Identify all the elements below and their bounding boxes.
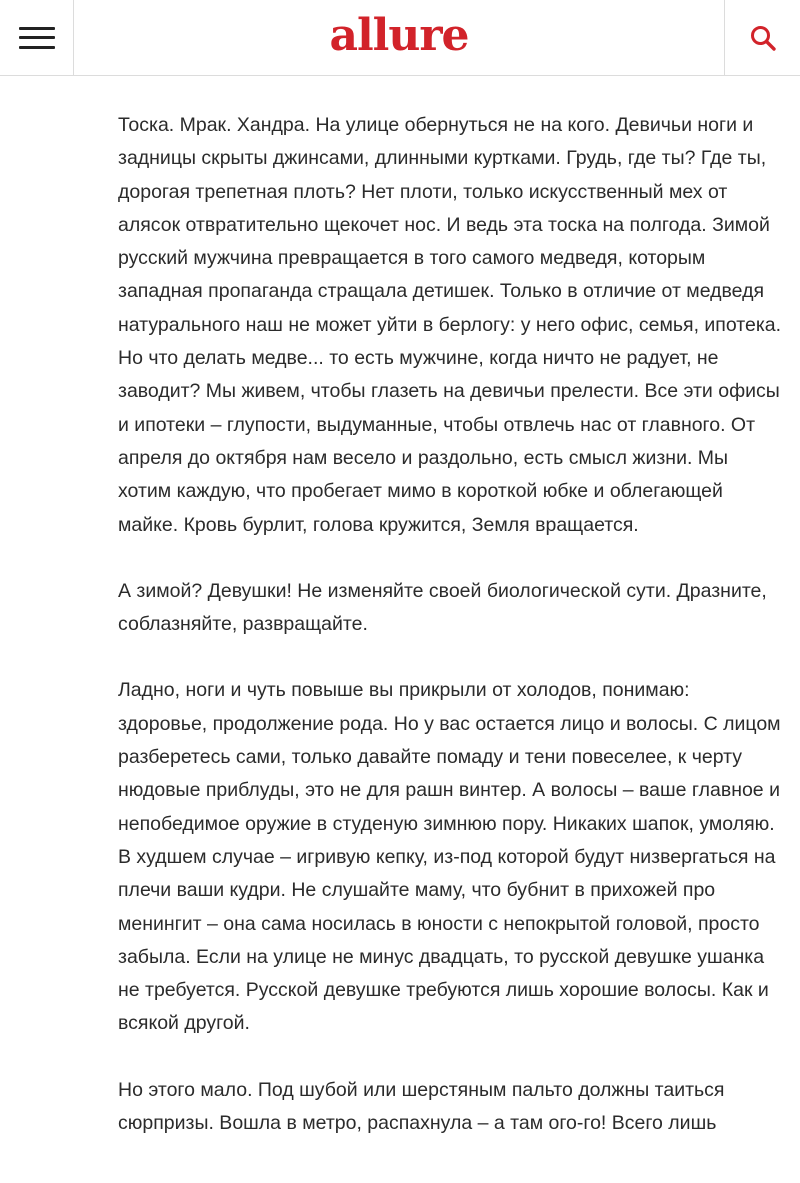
hamburger-menu-icon <box>19 27 55 49</box>
article-paragraph: Тоска. Мрак. Хандра. На улице обернуться не на кого. Девичьи ноги и задницы скрыты джинсами, длинными куртками. Грудь, где ты? Где ты, дорогая трепетная плоть? Нет плоти, только искусственный мех от алясок отвратительно щекочет нос. И ведь эта тоска на полгода. Зимой русский мужчина превращается в того самого медведя, которым западная пропаганда стращала детишек. Только в отличие от медведя натурального наш не может уйти в берлогу: у него офис, семья, ипотека. Но что делать медве... то есть мужчине, когда ничто не радует, не заводит? Мы живем, чтобы глазеть на девичьи прелести. Все эти офисы и ипотеки – глупости, выдуманные, чтобы отвлечь нас от главного. От апреля до октября нам весело и раздольно, есть смысл жизни. Мы хотим каждую, что пробегает мимо в короткой юбке и облегающей майке. Кровь бурлит, голова кружится, Земля вращается. <box>118 114 782 536</box>
article-paragraph: А зимой? Девушки! Не изменяйте своей биологической сути. Дразните, соблазняйте, развращайте. <box>118 579 767 636</box>
article-paragraph: Но этого мало. Под шубой или шерстяным пальто должны таиться сюрпризы. Вошла в метро, распахнула – а там ого-го! Всего лишь <box>118 1078 725 1135</box>
search-button[interactable] <box>724 0 800 75</box>
article-paragraph: Ладно, ноги и чуть повыше вы прикрыли от холодов, понимаю: здоровье, продолжение рода. Но у вас остается лицо и волосы. С лицом разберетесь сами, только давайте помаду и тени повеселее, к черту нюдовые приблуды, это не для рашн винтер. А волосы – ваше главное и непобедимое оружие в студеную зимнюю пору. Никаких шапок, умоляю. В худшем случае – игривую кепку, из-под которой будут низвергаться на плечи ваши кудри. Не слушайте маму, что бубнит в прихожей про менингит – она сама носилась в юности с непокрытой головой, просто забыла. Если на улице не минус двадцать, то русской девушке ушанка не требуется. Русской девушке требуются лишь хорошие волосы. Как и всякой другой. <box>118 679 781 1035</box>
site-header <box>0 0 800 76</box>
article-body <box>118 109 782 1173</box>
menu-button[interactable] <box>0 0 74 75</box>
logo-container <box>74 0 724 75</box>
search-icon <box>749 24 777 52</box>
site-logo[interactable]: allure <box>329 9 469 61</box>
